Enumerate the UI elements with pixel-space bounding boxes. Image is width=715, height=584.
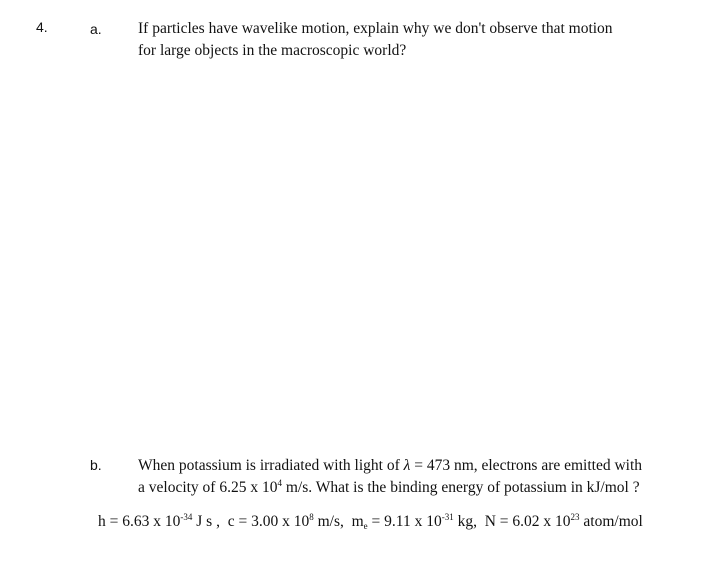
planck-unit: J s , (192, 513, 228, 530)
electron-mass-subscript: e (363, 521, 368, 531)
avogadro-number: N = 6.02 x 10 (484, 513, 571, 530)
planck-constant: h = 6.63 x 10 (98, 513, 181, 530)
electron-mass-unit: kg, (453, 513, 485, 530)
speed-of-light-exponent: 8 (309, 512, 314, 522)
part-b-line-2-suffix: m/s. What is the binding energy of potassium in kJ/mol ? (281, 479, 640, 496)
part-a-line-2: for large objects in the macroscopic world? (138, 42, 407, 59)
question-number: 4. (36, 19, 48, 35)
electron-mass: = 9.11 x 10 (367, 513, 442, 530)
part-a-line-1: If particles have wavelike motion, explain why we don't observe that motion (138, 20, 613, 37)
avogadro-exponent: 23 (570, 512, 580, 522)
part-a-question (138, 18, 613, 62)
part-a-label: a. (90, 21, 102, 37)
speed-of-light: c = 3.00 x 10 (227, 513, 310, 530)
part-b-line-2-prefix: a velocity of 6.25 x 10 (138, 479, 278, 496)
part-b-line-1 (138, 455, 642, 477)
planck-exponent: -34 (180, 512, 193, 522)
part-b-line-1-prefix: When potassium is irradiated with light of (138, 457, 404, 474)
avogadro-unit: atom/mol (579, 513, 643, 530)
part-b-label: b. (90, 457, 102, 473)
part-b-line-1-suffix: = 473 nm, electrons are emitted with (410, 457, 643, 474)
electron-mass-exponent: -31 (441, 512, 454, 522)
part-b-question (138, 455, 642, 499)
velocity-exponent: 4 (277, 478, 282, 488)
part-b-line-2 (138, 477, 642, 499)
speed-of-light-unit: m/s, (313, 513, 352, 530)
constants-line (98, 513, 643, 531)
electron-mass-symbol: m (351, 513, 364, 530)
lambda-symbol: λ (403, 457, 411, 474)
